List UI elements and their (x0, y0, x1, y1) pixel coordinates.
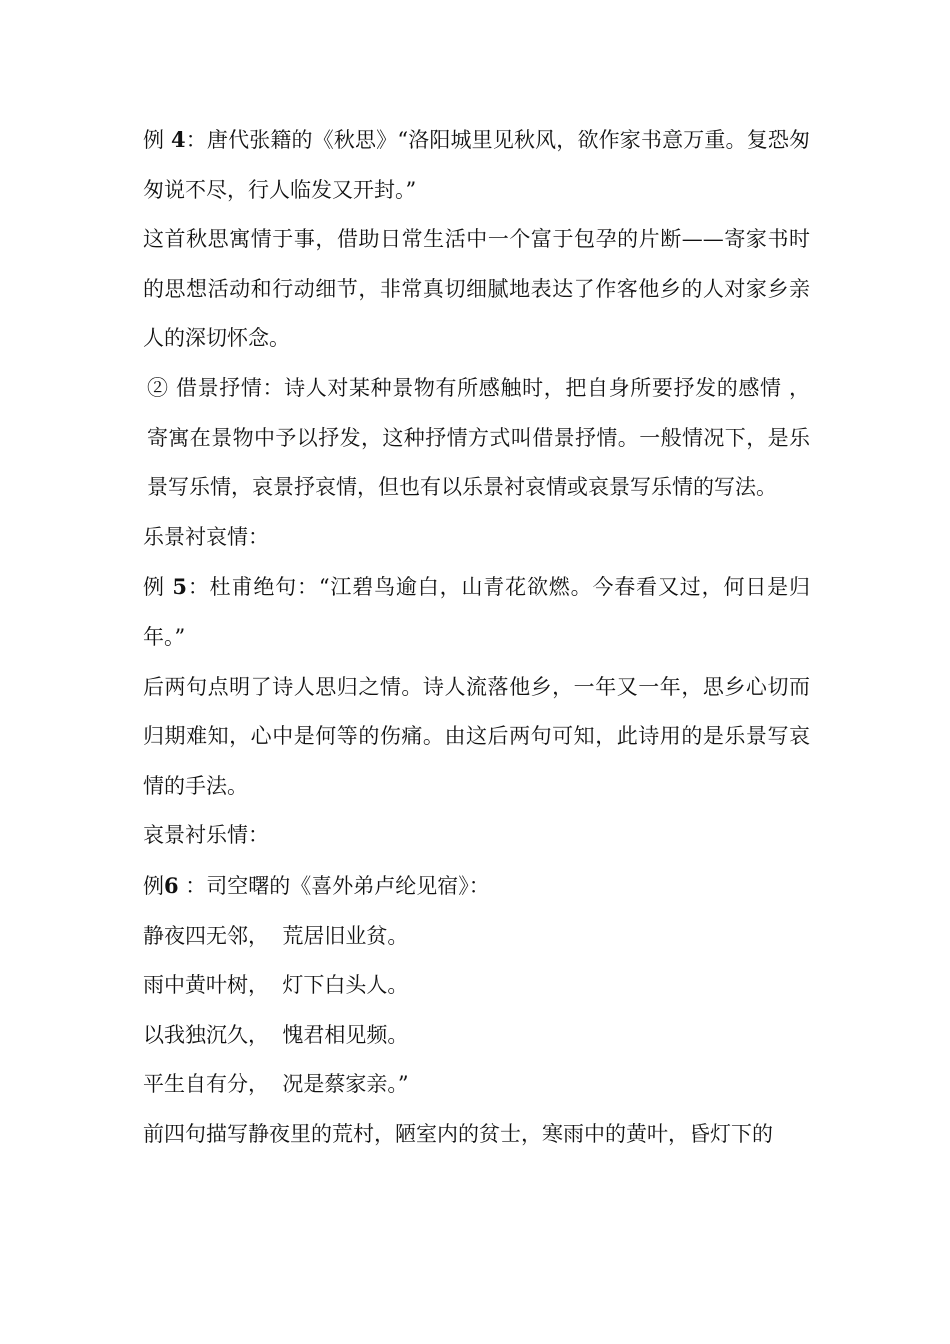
paragraph-text: ② 借景抒情：诗人对某种景物有所感触时，把自身所要抒发的感情 ，寄寓在景物中予以抒发，这种抒情方式叫借景抒情。一般情况下，是乐景写乐情，哀景抒哀情，但也有以乐景衬哀情或哀景写乐情的写法。 (147, 375, 810, 500)
paragraph-text: 雨中黄叶树， 灯下白头人。 (143, 973, 409, 998)
paragraph-text: 平生自有分， 况是蔡家亲。” (143, 1072, 409, 1097)
paragraph-text: ：司空曙的《喜外弟卢纶见宿》： (178, 873, 490, 898)
example-number: 6 (164, 872, 179, 898)
subheading-lejing-chen-aiqing (143, 513, 810, 563)
paragraph-example-4 (143, 115, 810, 215)
paragraph-text: ：唐代张籍的《秋思》“洛阳城里见秋风，欲作家书意万重。复恐匆匆说不尽，行人临发又开封。” (143, 128, 811, 202)
paragraph-text: 乐景衬哀情： (143, 524, 269, 549)
paragraph-analysis-2 (143, 663, 810, 812)
paragraph-text: 哀景衬乐情： (143, 823, 269, 848)
poem-line-4 (143, 1060, 810, 1110)
paragraph-text: 这首秋思寓情于事，借助日常生活中一个富于包孕的片断——寄家书时的思想活动和行动细节，非常真切细腻地表达了作客他乡的人对家乡亲人的深切怀念。 (143, 227, 810, 351)
paragraph-example-5 (143, 562, 810, 662)
paragraph-analysis-1 (143, 215, 810, 364)
paragraph-text: 前四句描写静夜里的荒村，陋室内的贫士，寒雨中的黄叶，昏灯下的 (143, 1121, 773, 1146)
example-label: 例 (143, 873, 164, 898)
example-number: 4 (171, 127, 186, 152)
poem-line-3 (143, 1011, 810, 1061)
paragraph-jiejing-shuqing (143, 364, 810, 513)
subheading-aijing-chen-leqing (143, 811, 810, 861)
paragraph-example-6 (143, 861, 810, 912)
paragraph-text: 后两句点明了诗人思归之情。诗人流落他乡，一年又一年，思乡心切而归期难知，心中是何等的伤痛。由这后两句可知，此诗用的是乐景写哀情的手法。 (143, 674, 810, 798)
paragraph-text: ：杜甫绝句：“江碧鸟逾白，山青花欲燃。今春看又过，何日是归年。” (143, 575, 810, 649)
paragraph-text: 以我独沉久， 愧君相见频。 (143, 1022, 409, 1047)
paragraph-analysis-3 (143, 1110, 810, 1160)
poem-line-2 (143, 961, 810, 1011)
example-label: 例 (143, 128, 171, 152)
example-label: 例 (143, 575, 173, 600)
paragraph-text: 静夜四无邻， 荒居旧业贫。 (143, 923, 409, 948)
document-body (143, 115, 810, 1159)
poem-line-1 (143, 912, 810, 962)
example-number: 5 (172, 574, 187, 600)
